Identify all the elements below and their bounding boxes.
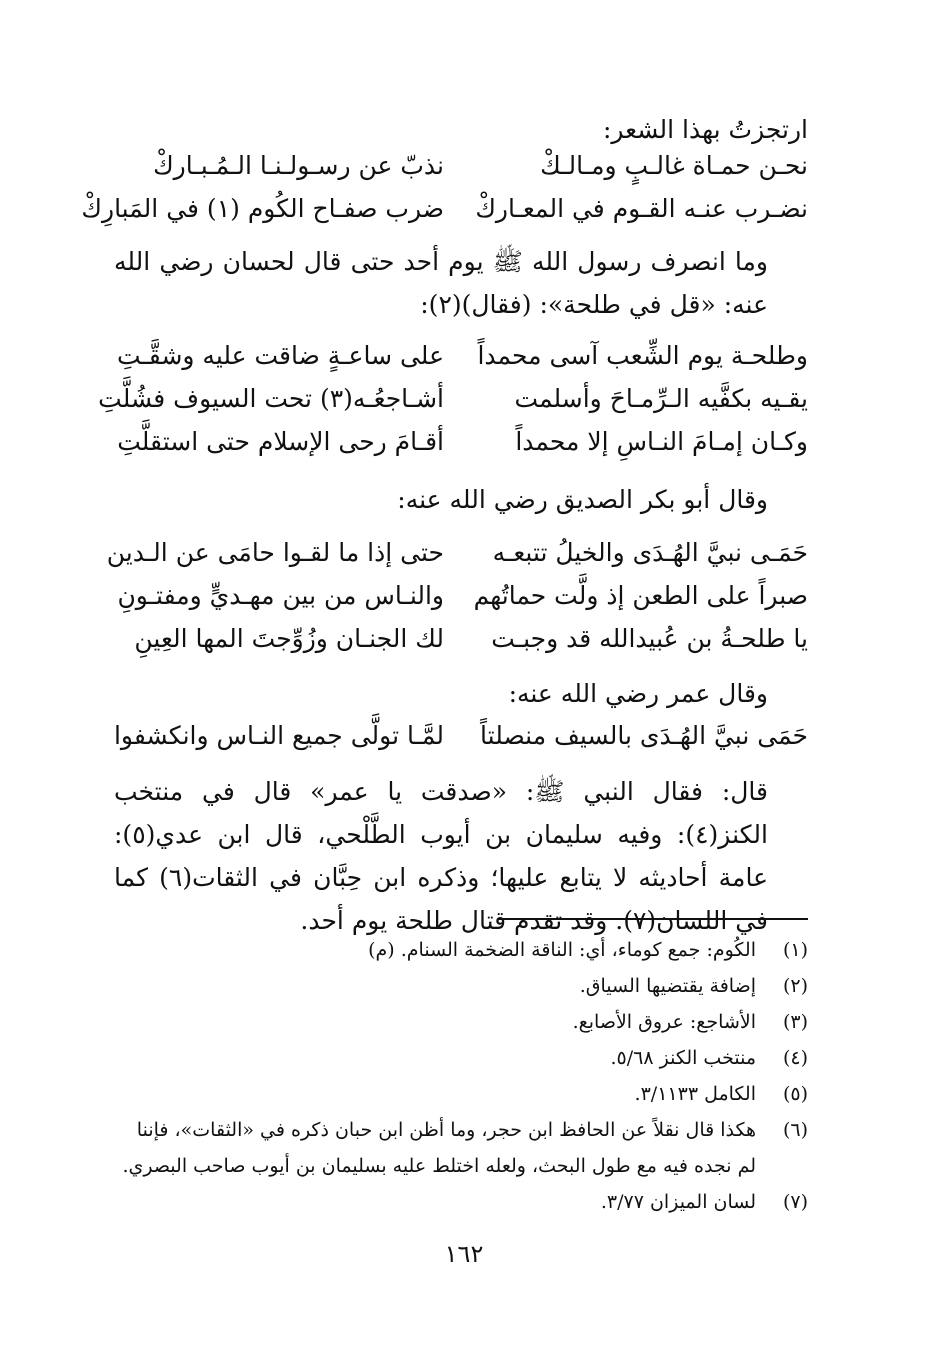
- verse-left-hemistich: أقـامَ رحى الإسلام حتى استقلَّتِ: [117, 427, 444, 456]
- verse-left-hemistich: نذبّ عن رسـولـنـا الـمُـبـاركْ: [153, 151, 444, 180]
- footnote-number: (٦): [782, 1119, 808, 1141]
- poem-4: [114, 714, 808, 757]
- verse-right-hemistich: حَمَـى نبيَّ الهُـدَى والخيلُ تتبعـه: [492, 538, 808, 567]
- paragraph-conclusion: قال: فقال النبي ﷺ: «صدقت يا عمر» قال في منتخب الكنز(٤): وفيه سليمان بن أيوب الطَّلْحي، قال ابن عدي(٥): عامة أحاديثه لا يتابع عليها؛ وذكره ابن حِبَّان في الثقات(٦) كما في اللسان(٧). وقد تقدم قتال طلحة يوم أحد.: [114, 777, 768, 935]
- verse-line: [114, 334, 808, 377]
- footnote-text: الكُوم: جمع كوماء، أي: الناقة الضخمة السنام. (م): [368, 939, 756, 961]
- footnote-number: (٥): [782, 1083, 808, 1105]
- verse-line: [81, 187, 808, 230]
- footnote-number: (٢): [782, 975, 808, 997]
- footnote-item: [114, 932, 808, 968]
- footnote-text: لسان الميزان ٣/٧٧.: [600, 1191, 756, 1213]
- footnote-item: [114, 1076, 808, 1112]
- verse-left-hemistich: ضرب صفـاح الكُوم (١) في المَبارِكْ: [81, 194, 444, 223]
- verse-line: [114, 714, 808, 757]
- verse-line: [114, 574, 808, 617]
- footnote-item: [114, 1040, 808, 1076]
- footnotes: [114, 932, 808, 1220]
- poem-3: [106, 531, 808, 660]
- footnote-text: الأشاجع: عروق الأصابع.: [572, 1011, 756, 1033]
- verse-left-hemistich: والنـاس من بين مهـديٍّ ومفتـونِ: [117, 581, 444, 610]
- verse-line: [114, 420, 808, 463]
- footnote-text: هكذا قال نقلاً عن الحافظ ابن حجر، وما أظن ابن حبان ذكره في «الثقات»، فإننا لم نجده فيه مع طول البحث، ولعله اختلط عليه بسليمان بن أيوب صاحب البصري.: [122, 1119, 756, 1177]
- verse-right-hemistich: نضـرب عنـه القـوم في المعـاركْ: [475, 194, 808, 223]
- verse-right-hemistich: وطلحـة يوم الشِّعب آسى محمداً: [477, 341, 808, 370]
- footnote-item: [114, 1112, 808, 1184]
- page-number: ١٦٢: [444, 1240, 484, 1268]
- verse-right-hemistich: يا طلحـةُ بن عُبيدالله قد وجبـت: [491, 624, 808, 653]
- footnote-number: (١): [782, 939, 808, 961]
- poem-1: [81, 144, 808, 230]
- footnote-text: الكامل ٣/١١٣٣.: [634, 1083, 756, 1105]
- poem-2: [98, 334, 808, 463]
- verse-line: [114, 144, 808, 187]
- paragraph-hassan: وما انصرف رسول الله ﷺ يوم أحد حتى قال لحسان رضي الله عنه: «قل في طلحة»: (فقال)(٢):: [114, 247, 768, 319]
- verse-line: [106, 531, 808, 574]
- paragraph-umar: وقال عمر رضي الله عنه:: [508, 679, 768, 708]
- footnote-number: (٤): [782, 1047, 808, 1069]
- footnote-separator: [498, 918, 808, 920]
- footnote-number: (٣): [782, 1011, 808, 1033]
- verse-left-hemistich: حتى إذا ما لقـوا حامَى عن الـدين: [106, 538, 444, 567]
- verse-left-hemistich: أشـاجعُـه(٣) تحت السيوف فشُلَّتِ: [98, 384, 444, 413]
- footnote-number: (٧): [782, 1191, 808, 1213]
- verse-left-hemistich: على ساعـةٍ ضاقت عليه وشقَّـتِ: [116, 341, 444, 370]
- verse-line: [114, 617, 808, 660]
- footnote-item: [114, 1184, 808, 1220]
- footnote-text: إضافة يقتضيها السياق.: [579, 975, 756, 997]
- verse-right-hemistich: صبراً على الطعن إذ ولَّت حماتُهم: [473, 581, 808, 610]
- footnote-text: منتخب الكنز ٥/٦٨.: [610, 1047, 756, 1069]
- verse-right-hemistich: نحـن حمـاة غالـبٍ ومـالـكْ: [540, 151, 808, 180]
- paragraph-abu-bakr: وقال أبو بكر الصديق رضي الله عنه:: [397, 485, 768, 514]
- verse-right-hemistich: وكـان إمـامَ النـاسِ إلا محمداً: [515, 427, 808, 456]
- verse-left-hemistich: لمَّـا تولَّى جميع النـاس وانكشفوا: [113, 721, 444, 750]
- footnote-item: [114, 968, 808, 1004]
- intro-line: ارتجزتُ بهذا الشعر:: [602, 115, 808, 144]
- verse-right-hemistich: حَمَى نبيَّ الهُـدَى بالسيف منصلتاً: [480, 721, 808, 750]
- footnote-item: [114, 1004, 808, 1040]
- verse-left-hemistich: لك الجنـان وزُوِّجتَ المها العِينِ: [134, 624, 444, 653]
- verse-right-hemistich: يقـيه بكفَّيه الـرِّمـاحَ وأسلمت: [514, 384, 808, 413]
- verse-line: [98, 377, 808, 420]
